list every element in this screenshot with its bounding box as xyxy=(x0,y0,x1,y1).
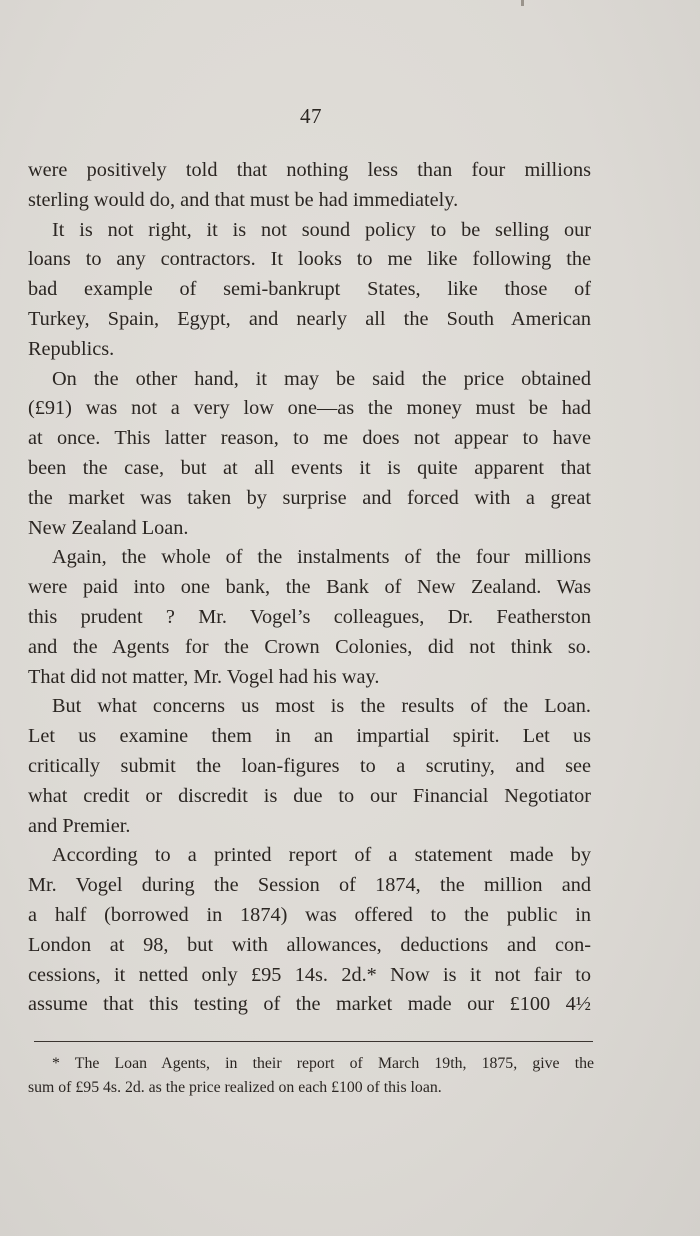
text-line: That did not matter, Mr. Vogel had his way. xyxy=(28,665,380,688)
text-line: at once. This latter reason, to me does not appear to have xyxy=(28,427,591,450)
page-number: 47 xyxy=(300,104,322,128)
text-line: a half (borrowed in 1874) was offered to the public in xyxy=(28,903,591,926)
text-line: were positively told that nothing less than four millions xyxy=(28,159,591,181)
footnote-rule xyxy=(34,1041,593,1042)
text-line: loans to any contractors. It looks to me like following the xyxy=(28,248,591,271)
text-line: assume that this testing of the market made our £100 4½ xyxy=(28,993,591,1016)
text-line: the market was taken by surprise and forced with a great xyxy=(28,486,591,509)
text-line: sterling would do, and that must be had immediately. xyxy=(28,188,459,211)
text-line: New Zealand Loan. xyxy=(28,516,189,539)
text-line: London at 98, but with allowances, deductions and con- xyxy=(28,933,591,956)
text-line: Republics. xyxy=(28,337,115,360)
text-line: It is not right, it is not sound policy to be selling our xyxy=(52,218,591,241)
text-line: what credit or discredit is due to our Financial Negotiator xyxy=(28,784,591,807)
text-line: this prudent ? Mr. Vogel’s colleagues, Dr. Featherston xyxy=(28,605,591,628)
text-line: On the other hand, it may be said the price obtained xyxy=(52,367,591,390)
text-line: critically submit the loan-figures to a scrutiny, and see xyxy=(28,754,591,777)
footnote xyxy=(28,1052,594,1100)
text-line: been the case, but at all events it is quite apparent that xyxy=(28,456,591,479)
text-line: (£91) was not a very low one—as the money must be had xyxy=(28,397,591,420)
text-line: According to a printed report of a statement made by xyxy=(52,844,591,867)
footnote-line: * The Loan Agents, in their report of March 19th, 1875, give the xyxy=(52,1055,594,1072)
text-line: were paid into one bank, the Bank of New Zealand. Was xyxy=(28,576,591,599)
body-text xyxy=(28,156,591,1020)
text-line: Turkey, Spain, Egypt, and nearly all the South American xyxy=(28,307,591,330)
text-line: bad example of semi-bankrupt States, like those of xyxy=(28,278,591,301)
footnote-line: sum of £95 4s. 2d. as the price realized on each £100 of this loan. xyxy=(28,1079,442,1096)
text-line: cessions, it netted only £95 14s. 2d.* Now is it not fair to xyxy=(28,963,591,986)
text-line: Again, the whole of the instalments of the four millions xyxy=(52,546,591,569)
text-line: Mr. Vogel during the Session of 1874, the million and xyxy=(28,874,591,897)
text-line: and Premier. xyxy=(28,814,131,837)
print-speck xyxy=(521,0,524,6)
text-line: Let us examine them in an impartial spirit. Let us xyxy=(28,725,591,748)
text-line: and the Agents for the Crown Colonies, did not think so. xyxy=(28,635,591,658)
text-line: But what concerns us most is the results of the Loan. xyxy=(52,695,591,718)
